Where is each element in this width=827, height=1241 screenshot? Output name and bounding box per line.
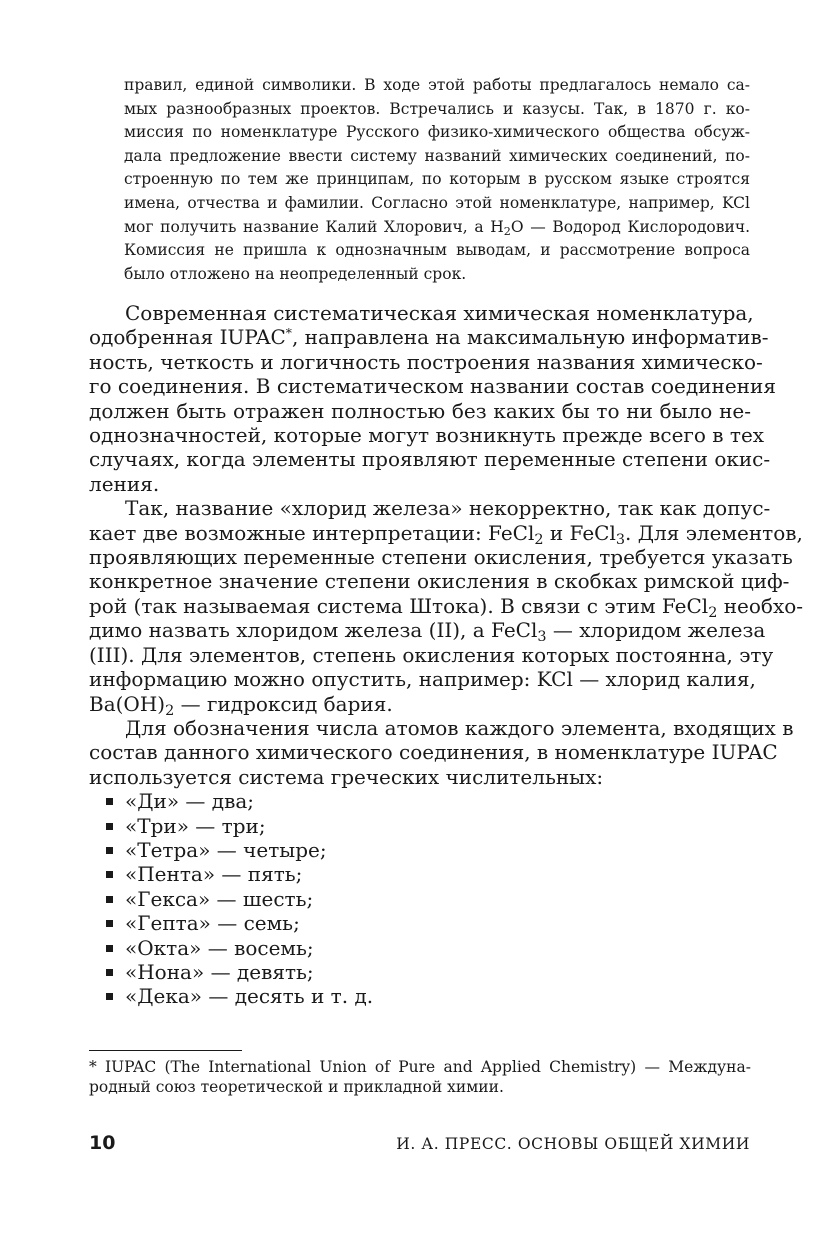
text-line: го соединения. В систематическом названии состав соединения [89, 374, 776, 399]
list-item: «Тетра» — четыре; [89, 838, 751, 862]
text-line: состав данного химического соединения, в номенклатуре IUPAC [89, 740, 778, 765]
list-item: «Нона» — девять; [89, 960, 751, 984]
text-line: конкретное значение степени окисления в скобках римской циф- [89, 569, 790, 594]
text-line: димо назвать хлоридом железа (II), а FeCl$_3$ — хлоридом железа [89, 618, 766, 646]
text-line: Комиссия не пришла к однозначным выводам, и рассмотрение вопроса [124, 241, 750, 260]
page-number: 10 [89, 1132, 116, 1154]
text-line: (III). Для элементов, степень окисления которых постоянна, эту [89, 642, 774, 667]
footnote-line: родный союз теоретической и прикладной химии. [89, 1078, 504, 1096]
text-line: проявляющих переменные степени окисления, требуется указать [89, 545, 793, 570]
text-line: Для обозначения числа атомов каждого элемента, входящих в [125, 715, 794, 740]
bullet-icon [106, 798, 113, 805]
list-item: «Дека» — десять и т. д. [89, 984, 751, 1008]
text-line: одобренная IUPAC*, направлена на максимальную информатив- [89, 325, 769, 350]
text-line: ления. [89, 471, 160, 496]
main-text [89, 301, 804, 1009]
paragraph-iupac [89, 301, 776, 496]
bullet-icon [106, 969, 113, 976]
text-line: мог получить название Калий Хлорович, а $H_2O$ — Водород Кислородович. [124, 217, 750, 238]
bullet-icon [106, 896, 113, 903]
paragraph-stock-system [89, 496, 804, 719]
text-line: рой (так называемая система Штока). В связи с этим FeCl$_2$ необхо- [89, 593, 804, 621]
footnote-line: * IUPAC (The International Union of Pure and Applied Chemistry) — Междуна- [89, 1058, 751, 1076]
list-item: «Пента» — пять; [89, 862, 751, 886]
text-line: кает две возможные интерпретации: FeCl$_2$ и FeCl$_3$. Для элементов, [89, 520, 803, 548]
text-line: должен быть отражен полностью без каких бы то ни было не- [89, 398, 751, 423]
text-line: случаях, когда элементы проявляют переменные степени окис- [89, 447, 771, 472]
text-line: $Ba(OH)_2$ — гидроксид бария. [89, 691, 393, 719]
text-line: строенную по тем же принципам, по которым в русском языке строятся [124, 170, 750, 189]
text-line: однозначностей, которые могут возникнуть прежде всего в тех [89, 423, 765, 448]
greek-prefix-list [89, 789, 751, 1009]
text-line: используется система греческих числительных: [89, 764, 604, 789]
text-line: миссия по номенклатуре Русского физико-химического общества обсуж- [124, 123, 750, 142]
bullet-icon [106, 823, 113, 830]
bullet-icon [106, 847, 113, 854]
text-line: ность, четкость и логичность построения названия химическо- [89, 349, 763, 374]
text-line: информацию можно опустить, например: KCl — хлорид калия, [89, 667, 756, 692]
text-line: дала предложение ввести систему названий химических соединений, по- [124, 146, 750, 165]
footnote-divider [89, 1050, 242, 1051]
historical-note [124, 74, 750, 286]
list-item: «Гепта» — семь; [89, 911, 751, 935]
bullet-icon [106, 945, 113, 952]
text-line: Современная систематическая химическая номенклатура, [125, 301, 754, 325]
text-line: было отложено на неопределенный срок. [124, 264, 467, 283]
bullet-icon [106, 993, 113, 1000]
list-item: «Три» — три; [89, 814, 751, 838]
list-item: «Гекса» — шесть; [89, 887, 751, 911]
footnote-marker: * [285, 325, 292, 341]
running-footer-title: И. А. ПРЕСС. ОСНОВЫ ОБЩЕЙ ХИМИИ [396, 1135, 750, 1153]
list-item: «Ди» — два; [89, 789, 751, 813]
text-line: имена, отчества и фамилии. Согласно этой номенклатуре, например, KCl [124, 193, 750, 212]
list-item: «Окта» — восемь; [89, 936, 751, 960]
bullet-icon [106, 920, 113, 927]
text-line: мых разнообразных проектов. Встречались и казусы. Так, в 1870 г. ко- [124, 99, 750, 118]
paragraph-greek-numerals [89, 715, 794, 789]
text-line: Так, название «хлорид железа» некорректно, так как допус- [125, 496, 771, 521]
bullet-icon [106, 871, 113, 878]
footnote [89, 1057, 751, 1097]
text-line: правил, единой символики. В ходе этой работы предлагалось немало са- [124, 76, 750, 94]
